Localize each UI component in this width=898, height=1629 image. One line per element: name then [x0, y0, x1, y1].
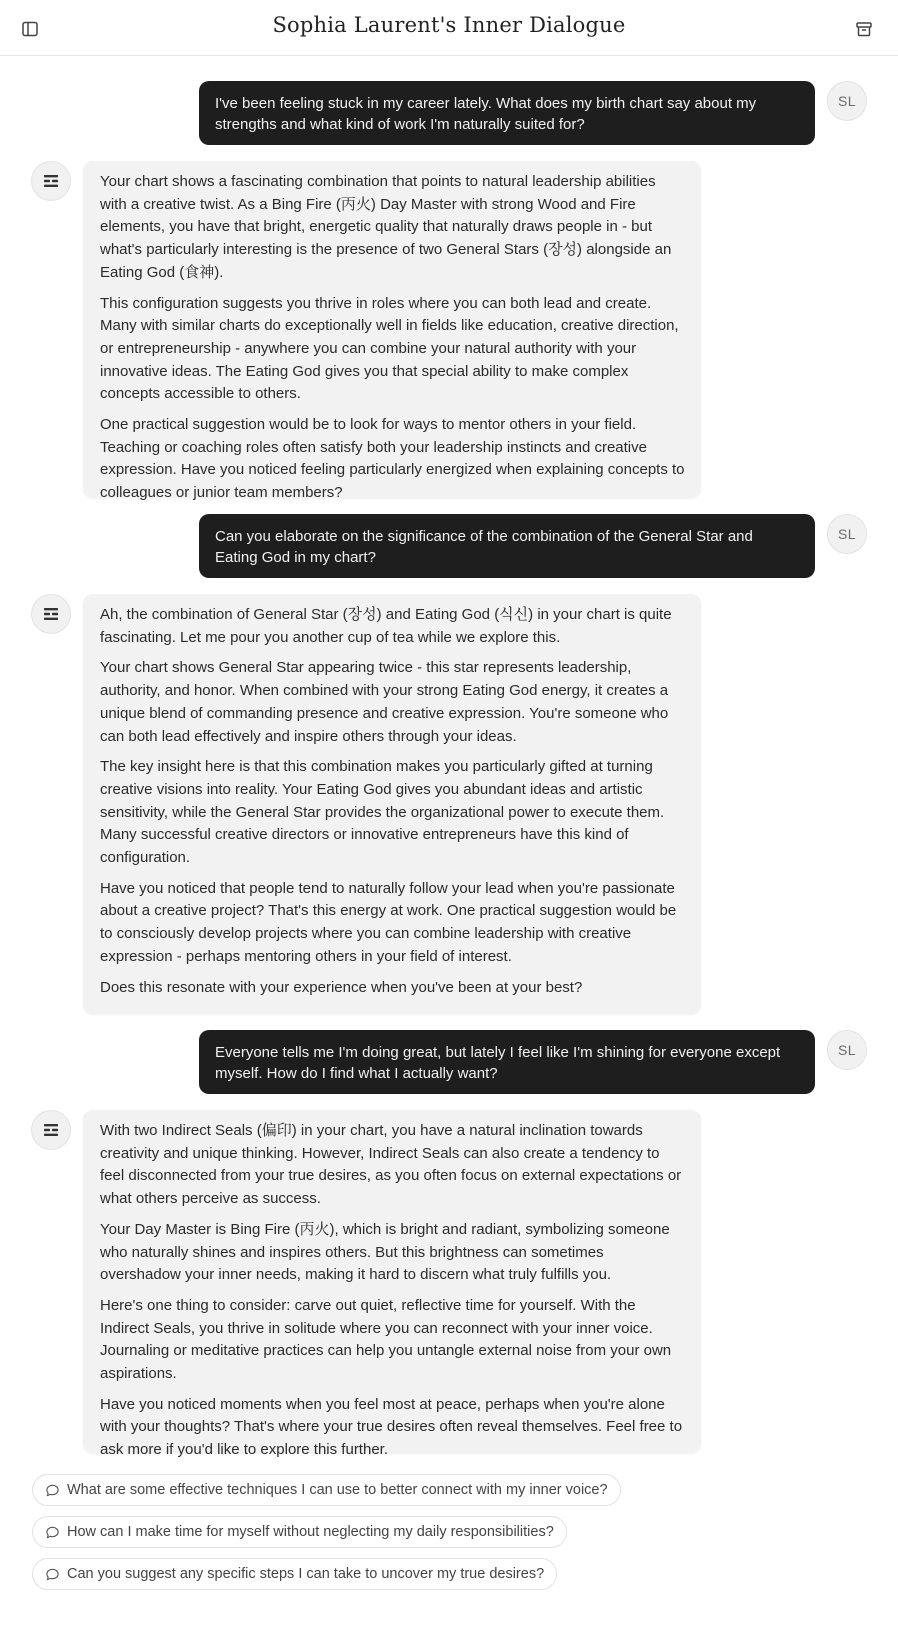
page-title: Sophia Laurent's Inner Dialogue	[272, 13, 626, 37]
assistant-logo-icon	[42, 605, 60, 623]
message-paragraph: Your chart shows General Star appearing twice - this star represents leadership, authority, and honor. When combined with your strong Eating God energy, it creates a unique blend of commanding presence and creative expression. You're someone who can both lead effectively and inspire others through your ideas.	[100, 659, 669, 745]
message-paragraph: This configuration suggests you thrive in roles where you can both lead and create. Many with similar charts do exceptionally well in fields like education, creative direction, or entrepreneurship - anywhere you can combine your natural authority with your innovative ideas. The Eating God gives you that special ability to make complex concepts accessible to others.	[100, 294, 679, 403]
message-paragraph: One practical suggestion would be to look for ways to mentor others in your field. Teaching or coaching roles often satisfy both your leadership instincts and creative expression. Have you noticed feeling particularly energized when explaining concepts to colleagues or junior team members?	[100, 416, 685, 502]
suggestion-chip[interactable]	[32, 1558, 557, 1590]
chat-bubble-icon	[45, 1524, 61, 1540]
message-paragraph: Have you noticed that people tend to naturally follow your lead when you're passionate about a creative project? That's this energy at work. One practical suggestion would be to consciously develop projects where you can combine leadership with creative expression - perhaps mentoring others in your field of interest.	[100, 879, 677, 965]
message-paragraph: Your Day Master is Bing Fire (丙火), which is bright and radiant, symbolizing someone who naturally shines and inspires others. But this brightness can sometimes overshadow your inner needs, making it hard to discern what truly fulfills you.	[100, 1220, 670, 1284]
archive-icon	[855, 20, 873, 38]
suggestion-chip[interactable]	[32, 1516, 567, 1548]
suggestion-label: What are some effective techniques I can use to better connect with my inner voice?	[67, 1482, 608, 1498]
assistant-avatar	[31, 594, 71, 634]
suggestion-label: Can you suggest any specific steps I can take to uncover my true desires?	[67, 1566, 545, 1582]
user-avatar: SL	[827, 514, 867, 554]
suggestion-chip[interactable]	[32, 1474, 621, 1506]
user-message-bubble: I've been feeling stuck in my career lately. What does my birth chart say about my strengths and what kind of work I'm naturally suited for?	[199, 81, 815, 145]
assistant-message-bubble	[83, 594, 701, 1014]
user-message-bubble: Can you elaborate on the significance of the combination of the General Star and Eating God in my chart?	[199, 514, 815, 578]
assistant-message-bubble	[83, 1110, 701, 1459]
chat-header	[0, 0, 898, 56]
archive-button[interactable]	[852, 17, 876, 41]
message-paragraph: Your chart shows a fascinating combination that points to natural leadership abilities with a creative twist. As a Bing Fire (丙火) Day Master with strong Wood and Fire elements, you have that bright, energetic quality that naturally draws people in - but what's particularly interesting is the presence of two General Stars (장성) alongside an Eating God (食神).	[100, 173, 672, 281]
assistant-logo-icon	[42, 172, 60, 190]
assistant-logo-icon	[42, 1121, 60, 1139]
message-paragraph: With two Indirect Seals (偏印) in your chart, you have a natural inclination towards creativity and unique thinking. However, Indirect Seals can also create a tendency to feel disconnected from your true desires, as you often focus on external expectations or what others perceive as success.	[100, 1122, 682, 1208]
chat-bubble-icon	[45, 1482, 61, 1498]
suggestion-label: How can I make time for myself without neglecting my daily responsibilities?	[67, 1524, 554, 1540]
message-paragraph: Have you noticed moments when you feel most at peace, perhaps when you're alone with your thoughts? That's where your true desires often reveal themselves. Feel free to ask more if you'd like to explore this further.	[100, 1395, 683, 1459]
message-paragraph: Does this resonate with your experience when you've been at your best?	[100, 978, 583, 996]
user-message-bubble: Everyone tells me I'm doing great, but lately I feel like I'm shining for everyone except myself. How do I find what I actually want?	[199, 1030, 815, 1094]
message-paragraph: Here's one thing to consider: carve out quiet, reflective time for yourself. With the Indirect Seals, you thrive in solitude where you can reconnect with your inner voice. Journaling or meditative practices can help you untangle external noise from your own aspirations.	[100, 1296, 672, 1383]
message-paragraph: The key insight here is that this combination makes you particularly gifted at turning creative visions into reality. Your Eating God gives you abundant ideas and artistic sensitivity, while the General Star provides the organizational power to execute them. Many successful creative directors or innovative entrepreneurs have this kind of configuration.	[100, 758, 665, 867]
user-avatar: SL	[827, 1030, 867, 1070]
user-avatar: SL	[827, 81, 867, 121]
assistant-avatar	[31, 1110, 71, 1150]
assistant-message-bubble	[83, 161, 701, 502]
message-paragraph: Ah, the combination of General Star (장성) and Eating God (식신) in your chart is quite fascinating. Let me pour you another cup of tea while we explore this.	[100, 606, 672, 646]
assistant-avatar	[31, 161, 71, 201]
chat-bubble-icon	[45, 1566, 61, 1582]
